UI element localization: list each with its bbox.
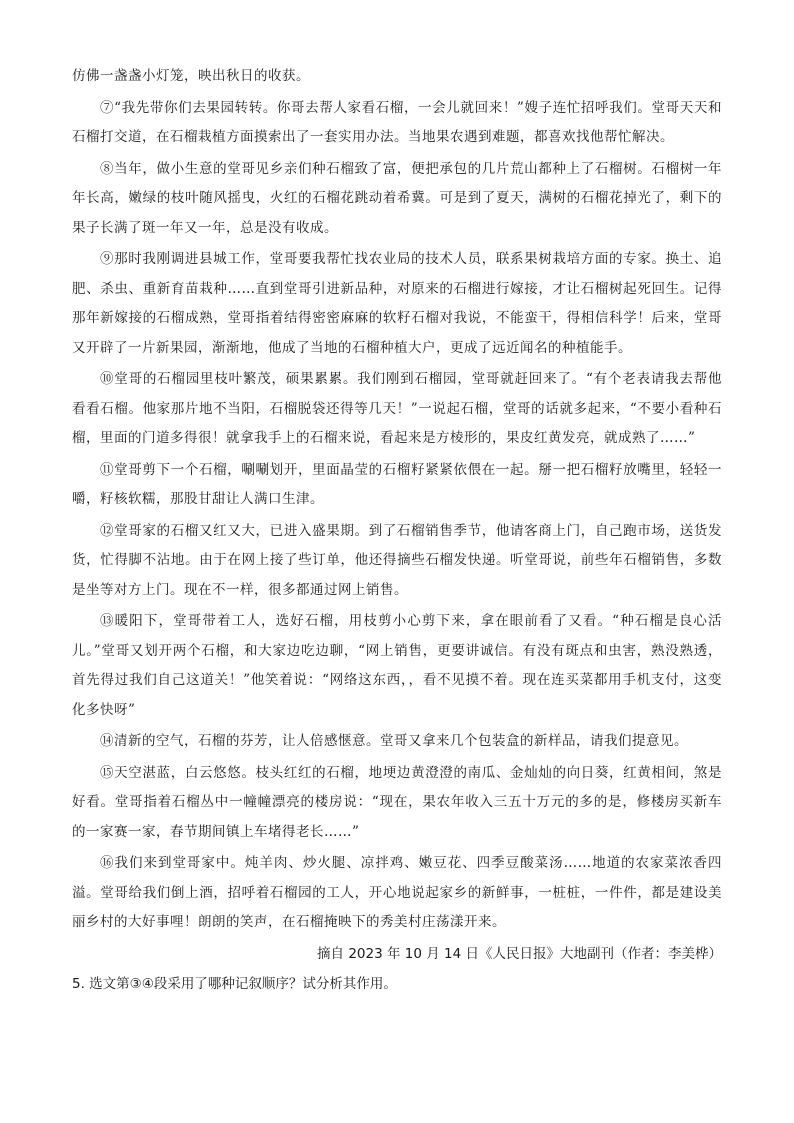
paragraph-14: ⑭清新的空气，石榴的芬芳，让人倍感惬意。堂哥又拿来几个包装盒的新样品，请我们提意见。	[100, 733, 688, 749]
paragraph-15: ⑮天空湛蓝，白云悠悠。枝头红红的石榴，地埂边黄澄澄的南瓜、金灿灿的向日葵，红黄相间，煞是好看。堂哥指着石榴丛中一幢幢漂亮的楼房说：“现在，果农年收入三五十万元的多的是，修楼房买新车的一家赛一家，春节期间镇上车堵得老长……”	[72, 764, 722, 840]
paragraph-16: ⑯我们来到堂哥家中。炖羊肉、炒火腿、凉拌鸡、嫩豆花、四季豆酸菜汤……地道的农家菜浓香四溢。堂哥给我们倒上酒，招呼着石榴园的工人，开心地说起家乡的新鲜事，一桩桩，一件件，都是建设美丽乡村的大好事哩！朗朗的笑声，在石榴掩映下的秀美村庄荡漾开来。	[72, 855, 722, 930]
question-5: 5. 选文第③④段采用了哪种记叙顺序？试分析其作用。	[72, 975, 397, 992]
paragraph-11: ⑪堂哥剪下一个石榴，唰唰划开，里面晶莹的石榴籽紧紧依偎在一起。掰一把石榴籽放嘴里，轻轻一嚼，籽核软糯，那股甘甜让人满口生津。	[72, 461, 722, 507]
paragraph-8: ⑧当年，做小生意的堂哥见乡亲们种石榴致了富，便把承包的几片荒山都种上了石榴树。石榴树一年年长高，嫩绿的枝叶随风摇曳，火红的石榴花跳动着希冀。可是到了夏天，满树的石榴花掉光了，剩下的果子长满了斑一年又一年，总是没有收成。	[72, 160, 722, 236]
article-body	[72, 62, 722, 938]
paragraph-continuation: 仿佛一盏盏小灯笼，映出秋日的收获。	[72, 68, 310, 84]
paragraph-12: ⑫堂哥家的石榴又红又大，已进入盛果期。到了石榴销售季节，他请客商上门，自己跑市场，送货发货，忙得脚不沾地。由于在网上接了些订单，他还得摘些石榴发快递。听堂哥说，前些年石榴销售，多数是坐等对方上门。现在不一样，很多都通过网上销售。	[72, 522, 722, 598]
source-citation: 摘自 2023 年 10 月 14 日《人民日报》大地副刊（作者：李美桦）	[317, 945, 722, 962]
paragraph-9: ⑨那时我刚调进县城工作，堂哥要我帮忙找农业局的技术人员，联系果树栽培方面的专家。换土、追肥、杀虫、重新育苗栽种……直到堂哥引进新品种，对原来的石榴进行嫁接，才让石榴树起死回生。记得那年新嫁接的石榴成熟，堂哥指着结得密密麻麻的软籽石榴对我说，不能蛮干，得相信科学！后来，堂哥又开辟了一片新果园，渐渐地，他成了当地的石榴种植大户，更成了远近闻名的种植能手。	[72, 251, 722, 356]
document-page	[72, 62, 722, 998]
paragraph-13: ⑬暖阳下，堂哥带着工人，选好石榴，用枝剪小心剪下来，拿在眼前看了又看。“种石榴是良心活儿。”堂哥又划开两个石榴，和大家边吃边聊，“网上销售，更要讲诚信。有没有斑点和虫害，熟没熟透，首先得过我们自己这道关！”他笑着说：“网络这东西，，看不见摸不着。现在连买菜都用手机支付，这变化多快呀”	[72, 613, 722, 718]
paragraph-7: ⑦“我先带你们去果园转转。你哥去帮人家看石榴，一会儿就回来！”嫂子连忙招呼我们。堂哥天天和石榴打交道，在石榴栽植方面摸索出了一套实用办法。当地果农遇到难题，都喜欢找他帮忙解决。	[72, 99, 722, 145]
paragraph-10: ⑩堂哥的石榴园里枝叶繁茂，硕果累累。我们刚到石榴园，堂哥就赶回来了。“有个老表请我去帮他看看石榴。他家那片地不当阳，石榴脱袋还得等几天！”一说起石榴，堂哥的话就多起来，“不要小看种石榴，里面的门道多得很！就拿我手上的石榴来说，看起来是方棱形的，果皮红黄发亮，就成熟了……”	[72, 371, 722, 446]
